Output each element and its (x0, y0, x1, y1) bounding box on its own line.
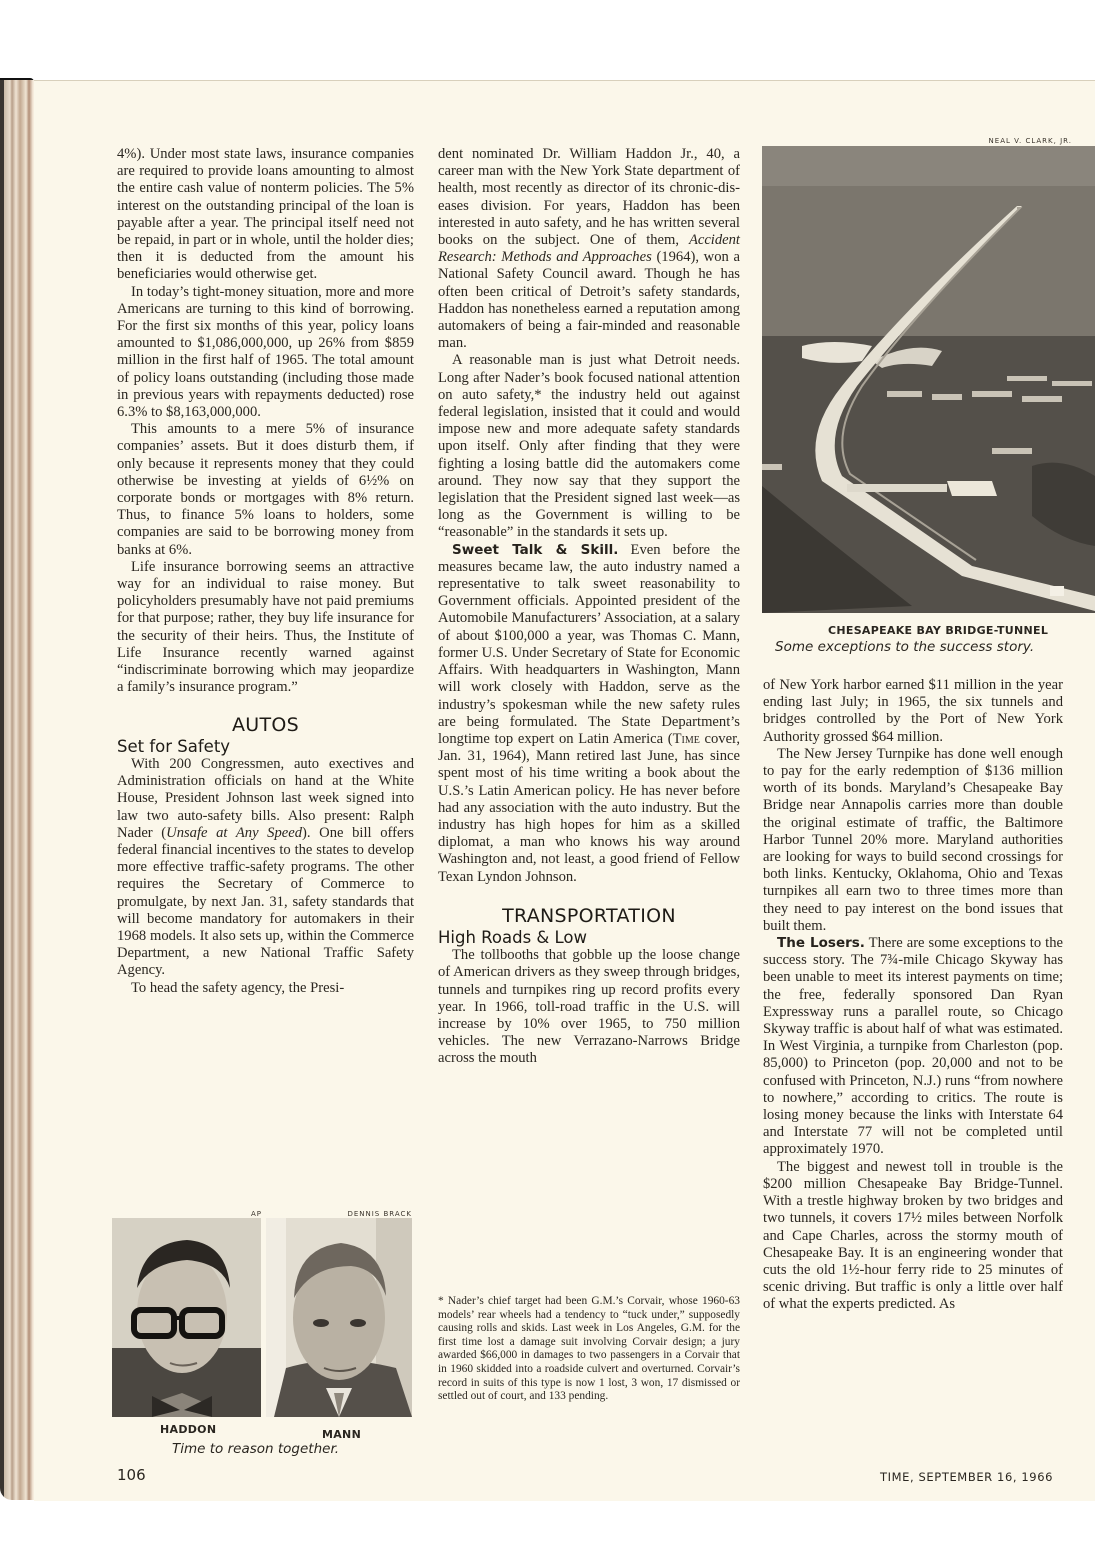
bridge-photo-caption: Some exceptions to the success story. (775, 639, 1035, 655)
paragraph: A reasonable man is just what Detroit needs. Long after Nader’s book focused national attention on auto safety,* the industry held out against federal legislation, insisted that it could and would impose new and more adequate safety standards upon itself. Only after finding that they were fighting a losing battle did the automakers come around. They now say that they support the legislation that the President signed last week—as long as the Government is willing to be “reasonable” in the standards it sets up. (438, 352, 740, 541)
paragraph: The tollbooths that gobble up the loose change of American drivers as they sweep through bridges, tunnels and turnpikes ring up record profits every year. In 1966, toll-road traffic in the U.S. will increase by 10% over 1965, to 750 million vehicles. The new Verrazano-Narrows Bridge across the mouth (438, 947, 740, 1067)
page-footer-issue-date: TIME, SEPTEMBER 16, 1966 (880, 1470, 1054, 1484)
paragraph: Sweet Talk & Skill. Even before the measures became law, the auto industry named a representative to talk sweet reasonability to Government officials. Appointed president of the Automobile Manufacturers’ Association, at a salary of about $100,000 a year, was Thomas C. Mann, former U.S. Under Secretary of State for Economic Affairs. With headquarters in Washington, Mann will work closely with Haddon, serve as the industry’s spokesman while the new safety rules are being formulated. The State Department’s longtime top expert on Latin America (Time cover, Jan. 31, 1964), Mann retired last June, has since spent most of his time writing a book about the U.S.’s Latin American policy. He has never before had any association with the auto industry. But the industry has high hopes for him as a skilled diplomat, a man who knows his way around Washington and, not least, a good friend of Fellow Texan Lyndon Johnson. (438, 541, 741, 885)
portrait-mann (266, 1218, 412, 1417)
photo-chesapeake-bridge (762, 146, 1095, 613)
paragraph: dent nominated Dr. William Haddon Jr., 40, a career man with the New York State department of health, most recently as director of its chronic-diseases division. For years, Haddon has been interested in auto safety, and he has written several books on the subject. One of them, Accident Research: Methods and Approaches (1964), won a National Safety Council award. Though he has often been critical of Detroit’s safety standards, Haddon has nonetheless earned a reputation among automakers of being a fair-minded and reasonable man. (438, 146, 740, 352)
photo-credit-ap: AP (250, 1210, 262, 1218)
paragraph: With 200 Congressmen, auto exectives and Administration officials on hand at the White House, President Johnson last week signed into law two auto-safety bills. Also present: Ralph Nader (Unsafe at Any Speed). One bill offers federal financial incentives to the states to develop more effective traffic-safety programs. The other requires the Secretary of Commerce to promulgate, by next Jan. 31, safety standards that will become mandatory for automakers in their 1968 models. It also sets up, within the Commerce Department, a new National Traffic Safety Agency. (117, 755, 414, 979)
portrait-haddon (112, 1218, 261, 1417)
portrait-label-mann: MANN (322, 1428, 362, 1441)
story-headline-set-for-safety: Set for Safety (117, 736, 231, 756)
paragraph: Life insurance borrowing seems an attractive way for an individual to raise money. But policyholders presumably have not paid premiums for that purpose; rather, they buy life insurance for the security of their heirs. Thus, the Institute of Life Insurance recently warned against “indiscriminate borrowing which may jeopardize a family’s insurance program.” (117, 558, 414, 696)
book-title: Unsafe at Any Speed (166, 824, 303, 841)
story-headline-high-roads: High Roads & Low (438, 927, 588, 947)
paragraph: To head the safety agency, the Presi- (131, 979, 345, 996)
photo-credit-dennis-brack: DENNIS BRACK (347, 1210, 412, 1218)
column-1 (117, 146, 414, 997)
page-number: 106 (117, 1466, 146, 1484)
section-heading-transportation: TRANSPORTATION (502, 904, 676, 927)
paragraph: The New Jersey Turnpike has done well enough to pay for the early redemption of $136 million worth of its bonds. Maryland’s Chesapeake Bay Bridge near Annapolis carries more than double the original estimate of traffic, the Baltimore Harbor Tunnel 20% more. Maryland authorities are looking for ways to build second crossings for both links. Kentucky, Oklahoma, Ohio and Texas turnpikes all earn two to three times more than they need to pay interest on the bond issues that built them. (763, 745, 1063, 934)
bridge-photo-label: CHESAPEAKE BAY BRIDGE-TUNNEL (828, 624, 1049, 637)
paragraph: of New York harbor earned $11 million in the year ending last July; in 1965, the six tunnels and bridges controlled by the Port of New York Authority grossed $64 million. (763, 677, 1063, 745)
photo-credit-neal-clark: NEAL V. CLARK, JR. (988, 137, 1072, 145)
portrait-caption: Time to reason together. (172, 1441, 340, 1457)
subheading-the-losers: The Losers. (777, 935, 865, 952)
time-magazine-ref: Time (672, 730, 700, 747)
section-heading-autos: AUTOS (231, 713, 300, 736)
paragraph: 4%). Under most state laws, insurance companies are required to provide loans amounting to almost the entire cash value of nonterm policies. The 5% interest on the outstanding principal of the loan is payable after a year. The principal itself need not be repaid, in part or in whole, until the holder dies; then it is deducted from the amount his beneficiaries would otherwise get. (117, 146, 414, 283)
portrait-label-haddon: HADDON (160, 1423, 217, 1436)
paragraph: In today’s tight-money situation, more and more Americans are turning to this kind of borrowing. For the first six months of this year, policy loans amounted to $1,086,000,000, up 26% from $859 million in the first half of 1965. The total amount of policy loans outstanding (including those made in previous years with repayments deducted) rose 6.3% to $8,163,000,000. (117, 283, 414, 421)
paragraph: The biggest and newest toll in trouble is the $200 million Chesapeake Bay Bridge-Tunnel. With a trestle highway broken by two bridges and two tunnels, it covers 17½ miles between Norfolk and Cape Charles, across the stormy mouth of Chesapeake Bay. It is an engineering wonder that cuts the old 1½-hour ferry ride to 25 minutes of scenic driving. But traffic is only a little over half of what the experts predicted. As (763, 1158, 1063, 1313)
column-3 (763, 677, 1063, 1314)
page-binding-edge (0, 80, 34, 1500)
footnote-corvair: * Nader’s chief target had been G.M.’s Corvair, whose 1960-63 models’ rear wheels had a tendency to “tuck under,” supposedly causing rolls and skids. Last week in Los Angeles, G.M. for the first time lost a damage suit involving Corvair design; a jury awarded $66,000 in damages to two passengers in a Corvair that in 1960 skidded into a roadside culvert and overturned. Corvair’s record in suits of this type is now 1 lost, 3 won, 17 dismissed or settled out of court, and 133 pending. (438, 1295, 740, 1403)
book-title: Accident Research: Methods and Approaches (438, 232, 740, 266)
column-2 (438, 146, 740, 1068)
subheading-sweet-talk: Sweet Talk & Skill. (452, 541, 619, 558)
paragraph: This amounts to a mere 5% of insurance companies’ assets. But it does disturb them, if only because it represents money that they could otherwise be investing at yields of 6½% on corporate bonds or mortgages with 8% return. Thus, to finance 5% loans to holders, some companies are said to be borrowing money from banks at 6%. (117, 421, 414, 558)
paragraph: The Losers. There are some exceptions to the success story. The 7¾-mile Chicago Skyway has been unable to meet its interest payments on time; the free, federally sponsored Dan Ryan Expressway runs a parallel route, so Chicago Skyway traffic is about half of what was estimated. In West Virginia, a turnpike from Charleston (pop. 85,000) to Princeton (pop. 20,000 and not to be confused with Princeton, N.J.) runs “from nowhere to nowhere,” according to critics. The route is losing money because the links with Interstate 64 and Interstate 77 will not be completed until approximately 1970. (763, 935, 1063, 1158)
